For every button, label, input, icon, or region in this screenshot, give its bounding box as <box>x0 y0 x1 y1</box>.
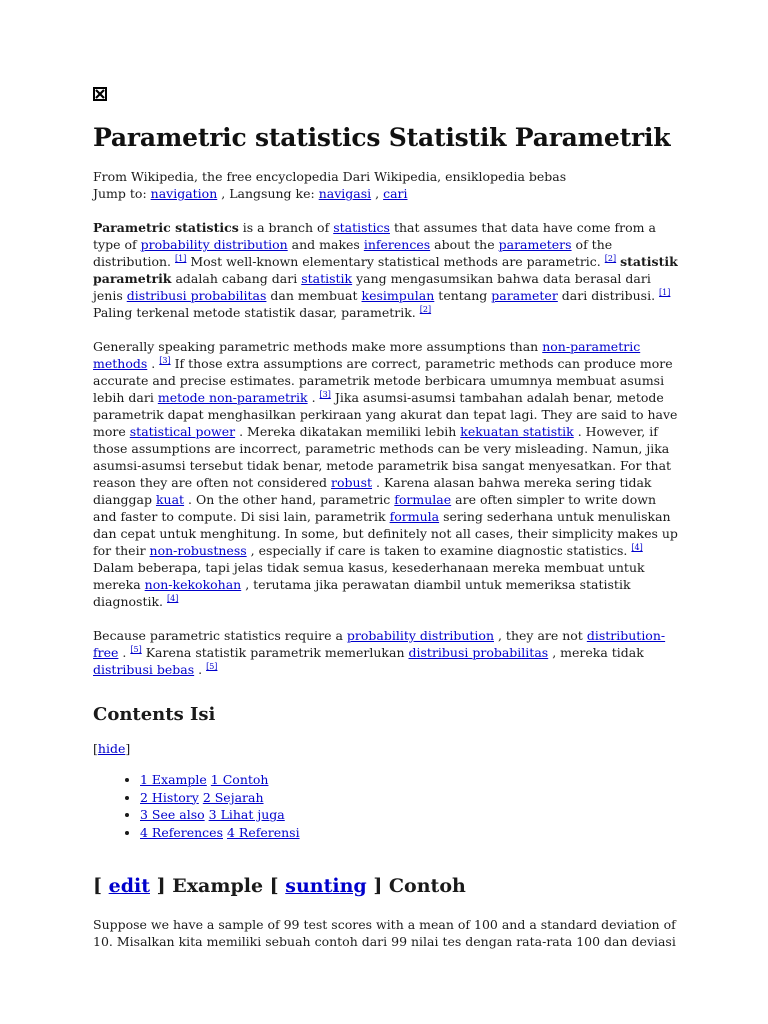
section-heading-example: [ edit ] Example [ sunting ] Contoh <box>93 875 466 897</box>
statistik-link[interactable]: statistik <box>301 271 353 286</box>
distribution-free-link[interactable]: distribution-free <box>93 628 666 660</box>
example-paragraph: Suppose we have a sample of 99 test scores with a mean of 100 and a standard deviation of 10. Misalkan kita memiliki sebuah contoh dari 99 nilai tes dengan rata-rata 100 dan deviasi <box>93 917 676 949</box>
formula-link[interactable]: formula <box>389 509 440 524</box>
toc-toggle: [hide] <box>93 741 131 756</box>
toc-link-history[interactable]: 2 History <box>140 789 199 805</box>
toc-link-lihat-juga[interactable]: 3 Lihat juga <box>208 807 285 822</box>
toc-link-references[interactable]: 4 References <box>140 824 223 840</box>
toc-item <box>140 824 683 842</box>
toc-link-example[interactable]: 1 Example <box>140 772 207 787</box>
distribusi-bebas-link[interactable]: distribusi bebas <box>93 662 195 677</box>
navigation-link[interactable]: navigation <box>150 186 218 201</box>
distribusi-probabilitas-link[interactable]: distribusi probabilitas <box>408 645 549 660</box>
citation-link[interactable]: [4] <box>631 543 643 552</box>
navigasi-link[interactable]: navigasi <box>318 186 372 201</box>
parameters-link[interactable]: parameters <box>498 237 572 252</box>
citation-link[interactable]: [5] <box>206 662 218 671</box>
statistical-power-link[interactable]: statistical power <box>129 424 236 439</box>
toc-link-see-also[interactable]: 3 See also <box>140 807 205 822</box>
contents-heading: Contents Isi <box>93 704 216 725</box>
assumptions-paragraph: Generally speaking parametric methods make more assumptions than non-parametric methods . [3] If those extra assumptions are correct, parametric methods can produce more accurate and precise estimates. parametrik metode berbicara umumnya membuat asumsi lebih dari metode non-parametrik . [3] Jika asumsi-asumsi tambahan adalah benar, metode parametrik dapat menghasilkan perkiraan yang akurat dan tepat lagi. They are said to have more statistical power . Mereka dikatakan memiliki lebih kekuatan statistik . However, if those assumptions are incorrect, parametric methods can be very misleading. Namun, jika asumsi-asumsi tersebut tidak benar, metode parametrik bisa sangat menyesatkan. For that reason they are often not considered robust . Karena alasan bahwa mereka sering tidak dianggap kuat . On the other hand, parametric formulae are often simpler to write down and faster to compute. Di sisi lain, parametrik formula sering sederhana untuk menuliskan dan cepat untuk menghitung. In some, but definitely not all cases, their simplicity makes up for their non-robustness , especially if care is taken to examine diagnostic statistics. [4] Dalam beberapa, tapi jelas tidak semua kasus, kesederhanaan mereka membuat untuk mereka non-kekokohan , terutama jika perawatan diambil untuk memeriksa statistik diagnostik. [4] <box>93 339 678 609</box>
kekuatan-statistik-link[interactable]: kekuatan statistik <box>460 424 574 439</box>
cari-link[interactable]: cari <box>383 186 408 201</box>
toc-item <box>140 789 683 807</box>
non-robustness-link[interactable]: non-robustness <box>149 543 247 558</box>
citation-link[interactable]: [1] <box>659 288 671 297</box>
citation-link[interactable]: [3] <box>319 390 331 399</box>
citation-link[interactable]: [2] <box>419 305 432 314</box>
probability-distribution-link[interactable]: probability distribution <box>346 628 494 643</box>
toc-link-contoh[interactable]: 1 Contoh <box>210 772 269 787</box>
robust-link[interactable]: robust <box>331 475 373 490</box>
toc-item <box>140 806 683 824</box>
citation-link[interactable]: [1] <box>175 254 187 263</box>
toc-list <box>93 771 683 841</box>
edit-link[interactable]: edit <box>108 875 150 897</box>
non-kekokohan-link[interactable]: non-kekokohan <box>144 577 242 592</box>
citation-link[interactable]: [4] <box>167 594 179 603</box>
broken-image-icon <box>93 87 107 101</box>
page-title: Parametric statistics Statistik Parametrik <box>93 123 671 152</box>
statistics-link[interactable]: statistics <box>333 220 390 235</box>
inferences-link[interactable]: inferences <box>363 237 431 252</box>
citation-link[interactable]: [3] <box>159 356 171 365</box>
toc-item <box>140 771 683 789</box>
non-parametric-methods-link[interactable]: non-parametric methods <box>93 339 641 371</box>
article-content <box>93 118 683 950</box>
toc-link-referensi[interactable]: 4 Referensi <box>226 824 300 840</box>
distribution-free-paragraph: Because parametric statistics require a probability distribution , they are not distribution-free . [5] Karena statistik parametrik memerlukan distribusi probabilitas , mereka tidak distribusi bebas . [5] <box>93 628 666 677</box>
probability-distribution-link[interactable]: probability distribution <box>140 237 288 252</box>
jump-links: Jump to: navigation , Langsung ke: navigasi , cari <box>93 186 408 201</box>
article-meta <box>93 168 683 202</box>
intro-paragraph: Parametric statistics is a branch of statistics that assumes that data have come from a type of probability distribution and makes inferences about the parameters of the distribution. [1] Most well-known elementary statistical methods are parametric. [2] statistik parametrik adalah cabang dari statistik yang mengasumsikan bahwa data berasal dari jenis distribusi probabilitas dan membuat kesimpulan tentang parameter dari distribusi. [1] Paling terkenal metode statistik dasar, parametrik. [2] <box>93 220 678 320</box>
source-line: From Wikipedia, the free encyclopedia Dari Wikipedia, ensiklopedia bebas <box>93 169 567 184</box>
formulae-link[interactable]: formulae <box>394 492 452 507</box>
hide-toc-link[interactable]: hide <box>97 741 126 756</box>
kuat-link[interactable]: kuat <box>155 492 185 507</box>
sunting-link[interactable]: sunting <box>285 875 367 897</box>
parameter-link[interactable]: parameter <box>491 288 558 303</box>
distribusi-probabilitas-link[interactable]: distribusi probabilitas <box>126 288 267 303</box>
citation-link[interactable]: [5] <box>130 645 142 654</box>
citation-link[interactable]: [2] <box>604 254 617 263</box>
kesimpulan-link[interactable]: kesimpulan <box>361 288 435 303</box>
metode-non-parametrik-link[interactable]: metode non-parametrik <box>157 390 308 405</box>
toc-link-sejarah[interactable]: 2 Sejarah <box>202 789 264 805</box>
